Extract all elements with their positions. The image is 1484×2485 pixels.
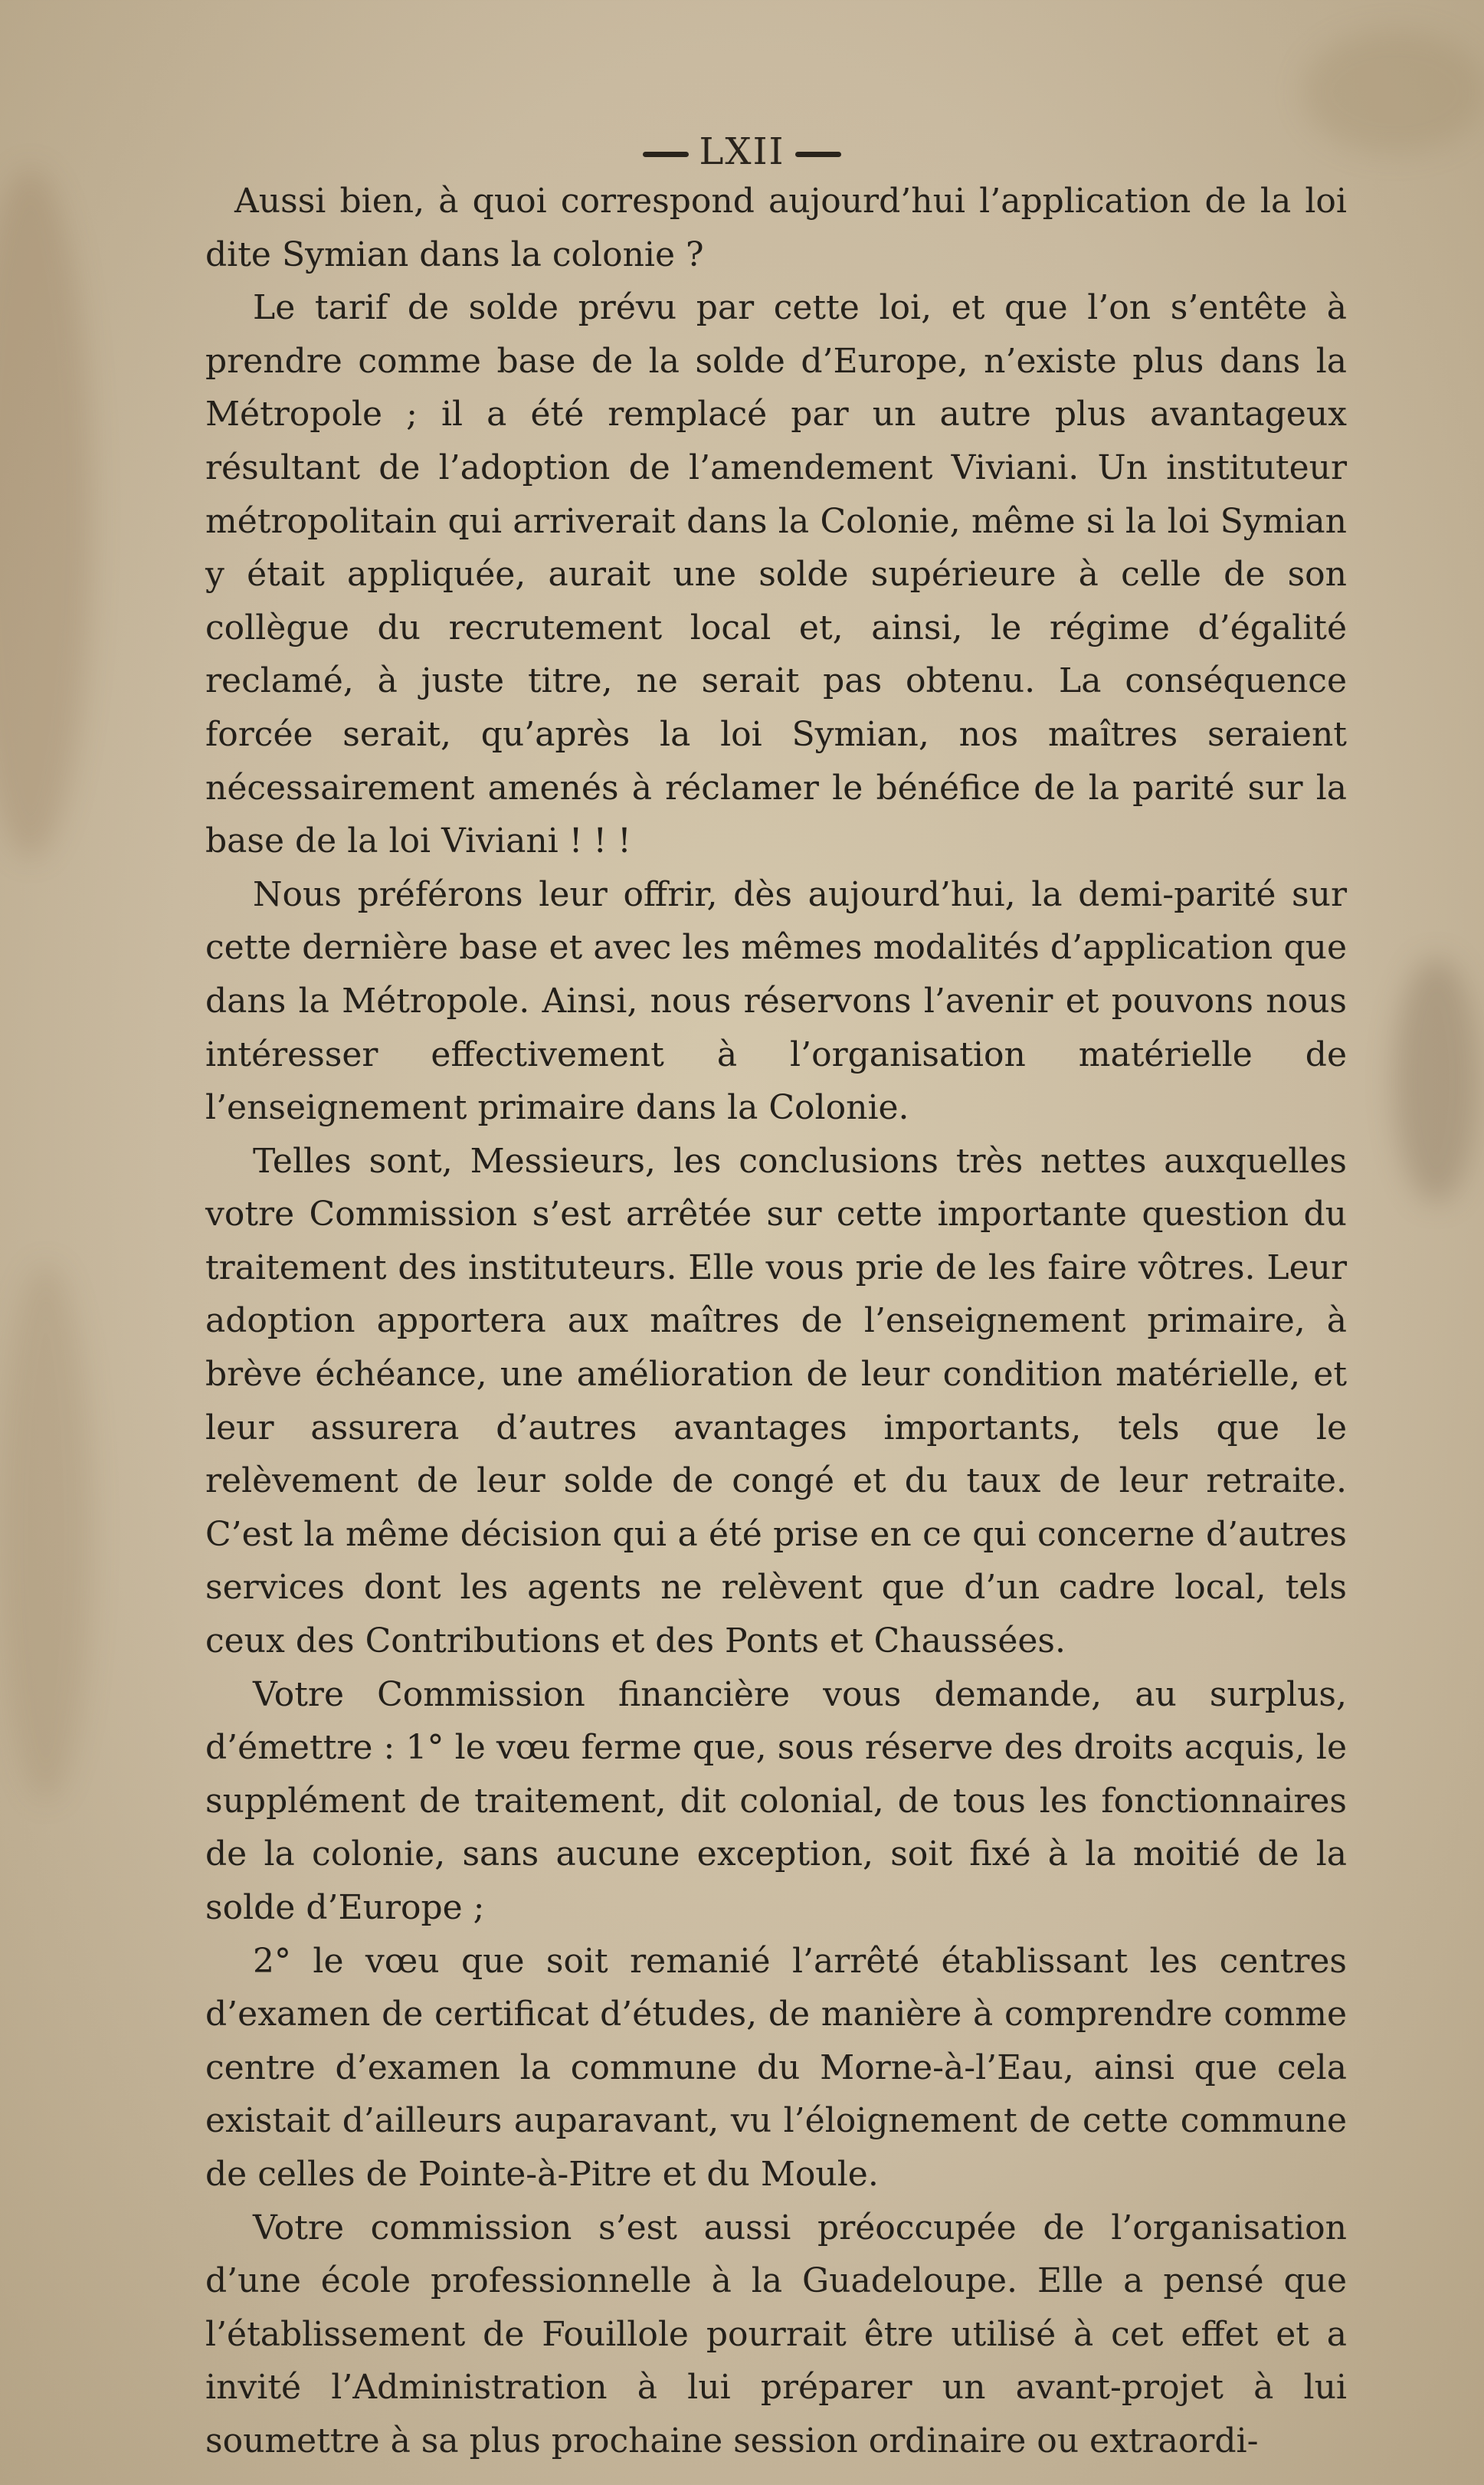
page-number: LXII	[699, 130, 785, 173]
paragraph: Telles sont, Messieurs, les conclusions très nettes auxquelles votre Commission s’est arrêtée sur cette importante question du traitement des instituteurs. Elle vous prie de les faire vôtres. Leur adoption apportera aux maîtres de l’enseignement primaire, à brève échéance, une amélioration de leur condition matérielle, et leur assurera d’autres avantages importants, tels que le relèvement de leur solde de congé et du taux de leur retraite. C’est la même décision qui a été prise en ce qui concerne d’autres services dont les agents ne relèvent que d’un cadre local, tels ceux des Contributions et des Ponts et Chaussées.	[205, 1141, 1347, 1661]
ornament-dash-right	[795, 152, 841, 157]
paper-stain	[0, 1264, 92, 1801]
page-number-header	[0, 130, 1484, 173]
paragraph: Le tarif de solde prévu par cette loi, et que l’on s’entête à prendre comme base de la solde d’Europe, n’existe plus dans la Métropole ; il a été remplacé par un autre plus avantageux résultant de l’adoption de l’amendement Viviani. Un instituteur métropolitain qui arriverait dans la Colonie, même si la loi Symian y était appliquée, aurait une solde supérieure à celle de son collègue du recrutement local et, ainsi, le régime d’égalité reclamé, à juste titre, ne serait pas obtenu. La conséquence forcée serait, qu’après la loi Symian, nos maîtres seraient nécessairement amenés à réclamer le bénéfice de la parité sur la base de la loi Viviani ! ! !	[205, 288, 1347, 861]
paragraph: Votre commission s’est aussi préoccupée de l’organisation d’une école professionnelle à la Guadeloupe. Elle a pensé que l’établissement de Fouillole pourrait être utilisé à cet effet et a invité l’Administration à lui préparer un avant-projet à lui soumettre à sa plus prochaine session ordinaire ou extraordi-	[205, 2208, 1347, 2460]
paragraph: 2° le vœu que soit remanié l’arrêté établissant les centres d’examen de certificat d’études, de manière à comprendre comme centre d’examen la commune du Morne-à-l’Eau, ainsi que cela existait d’ailleurs auparavant, vu l’éloignement de cette commune de celles de Pointe-à-Pitre et du Moule.	[205, 1941, 1347, 2194]
paragraph: Votre Commission financière vous demande, au surplus, d’émettre : 1° le vœu ferme que, sous réserve des droits acquis, le supplément de traitement, dit colonial, de tous les fonctionnaires de la colonie, sans aucune exception, soit fixé à la moitié de la solde d’Europe ;	[205, 1674, 1347, 1927]
paper-stain	[1394, 958, 1479, 1203]
paragraph: Aussi bien, à quoi correspond aujourd’hui l’application de la loi dite Symian dans la colonie ?	[205, 182, 1347, 274]
paragraph: Nous préférons leur offrir, dès aujourd’hui, la demi-parité sur cette dernière base et avec les mêmes modalités d’application que dans la Métropole. Ainsi, nous réservons l’avenir et pouvons nous intéresser effectivement à l’organisation matérielle de l’enseignement primaire dans la Colonie.	[205, 874, 1347, 1128]
body-text	[205, 175, 1347, 2468]
ornament-dash-left	[643, 152, 689, 157]
paper-stain	[0, 169, 92, 858]
